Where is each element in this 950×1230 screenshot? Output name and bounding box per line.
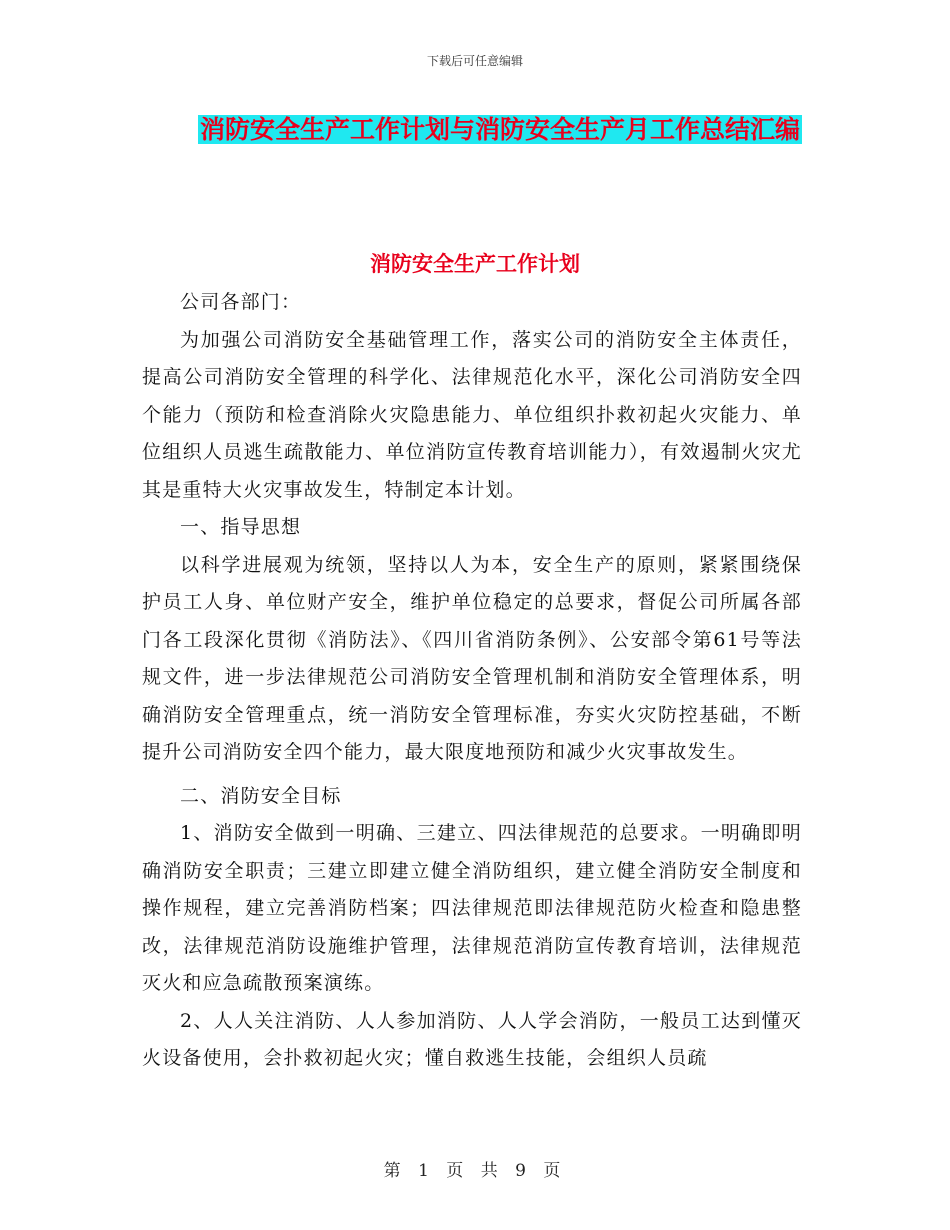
goal-1-paragraph: 1、消防安全做到一明确、三建立、四法律规范的总要求。一明确即明确消防安全职责；三建立即建立健全消防组织，建立健全消防安全制度和操作规程，建立完善消防档案；四法律规范即法律规范防火检查和隐患整改，法律规范消防设施维护管理，法律规范消防宣传教育培训，法律规范灭火和应急疏散预案演练。 bbox=[142, 822, 802, 994]
section-title: 消防安全生产工作计划 bbox=[370, 251, 580, 276]
header-note: 下载后可任意编辑 bbox=[426, 54, 523, 68]
document-body bbox=[142, 284, 802, 1078]
goal-2-paragraph: 2、人人关注消防、人人参加消防、人人学会消防，一般员工达到懂灭火设备使用，会扑救初起火灾；懂自救逃生技能，会组织人员疏 bbox=[142, 1009, 802, 1069]
document-title bbox=[190, 108, 810, 152]
intro-paragraph: 为加强公司消防安全基础管理工作，落实公司的消防安全主体责任，提高公司消防安全管理的科学化、法律规范化水平，深化公司消防安全四个能力（预防和检查消除火灾隐患能力、单位组织扑救初起火灾能力、单位组织人员逃生疏散能力、单位消防宣传教育培训能力），有效遏制火灾尤其是重特大火灾事故发生，特制定本计划。 bbox=[142, 328, 802, 501]
page-footer: 第 1 页 共 9 页 bbox=[383, 1161, 567, 1181]
heading-safety-goals: 二、消防安全目标 bbox=[180, 784, 342, 807]
document-title-text: 消防安全生产工作计划与消防安全生产月工作总结汇编 bbox=[199, 115, 800, 144]
salutation-paragraph: 公司各部门： bbox=[180, 291, 302, 313]
guiding-thought-paragraph: 以科学进展观为统领，坚持以人为本，安全生产的原则，紧紧围绕保护员工人身、单位财产安全，维护单位稳定的总要求，督促公司所属各部门各工段深化贯彻《消防法》、《四川省消防条例》、公安部令第61号等法规文件，进一步法律规范公司消防安全管理机制和消防安全管理体系，明确消防安全管理重点，统一消防安全管理标准，夯实火灾防控基础，不断提升公司消防安全四个能力，最大限度地预防和减少火灾事故发生。 bbox=[142, 553, 802, 763]
heading-guiding-thought: 一、指导思想 bbox=[180, 516, 302, 538]
